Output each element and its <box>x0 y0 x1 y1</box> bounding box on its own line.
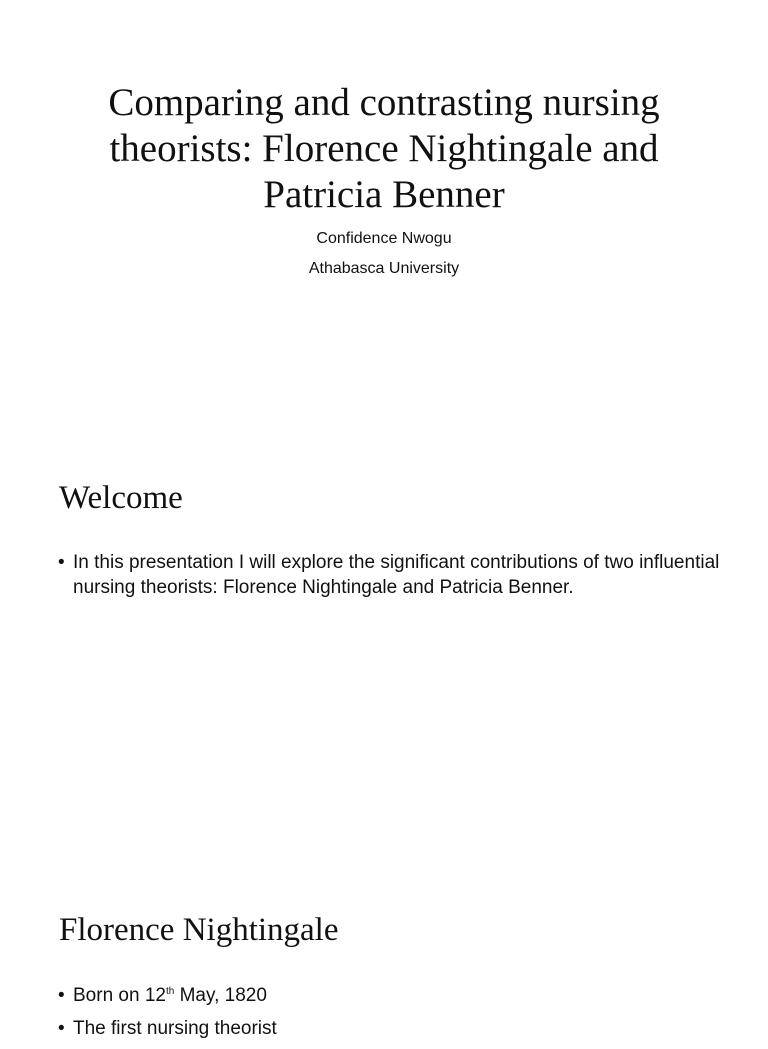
bullet-text: In this presentation I will explore the significant contributions of two influential nursing theorists: Florence Nightingale and Patricia Benner. <box>73 552 720 598</box>
bullet-icon: • <box>58 1018 65 1039</box>
nightingale-bullet-list <box>58 983 728 1049</box>
slide-title-nightingale: Florence Nightingale <box>59 912 339 948</box>
list-item <box>58 1016 728 1041</box>
welcome-slide <box>0 432 768 864</box>
list-item <box>58 550 728 600</box>
slide-title-welcome: Welcome <box>59 480 183 516</box>
presentation-title: Comparing and contrasting nursing theorists: Florence Nightingale and Patricia Benner <box>108 81 660 216</box>
bullet-icon: • <box>58 552 65 573</box>
welcome-bullet-list <box>58 550 728 608</box>
bullet-text: The first nursing theorist <box>73 1018 277 1039</box>
birth-date-prefix: Born on 12 <box>73 985 166 1006</box>
nightingale-slide <box>0 864 768 1039</box>
birth-date-suffix: May, 1820 <box>174 985 267 1006</box>
title-slide <box>0 0 768 432</box>
institution-name: Athabasca University <box>308 260 460 277</box>
list-item <box>58 983 728 1008</box>
bullet-icon: • <box>58 985 65 1006</box>
author-name: Confidence Nwogu <box>316 230 452 247</box>
ordinal-superscript: th <box>165 986 175 997</box>
